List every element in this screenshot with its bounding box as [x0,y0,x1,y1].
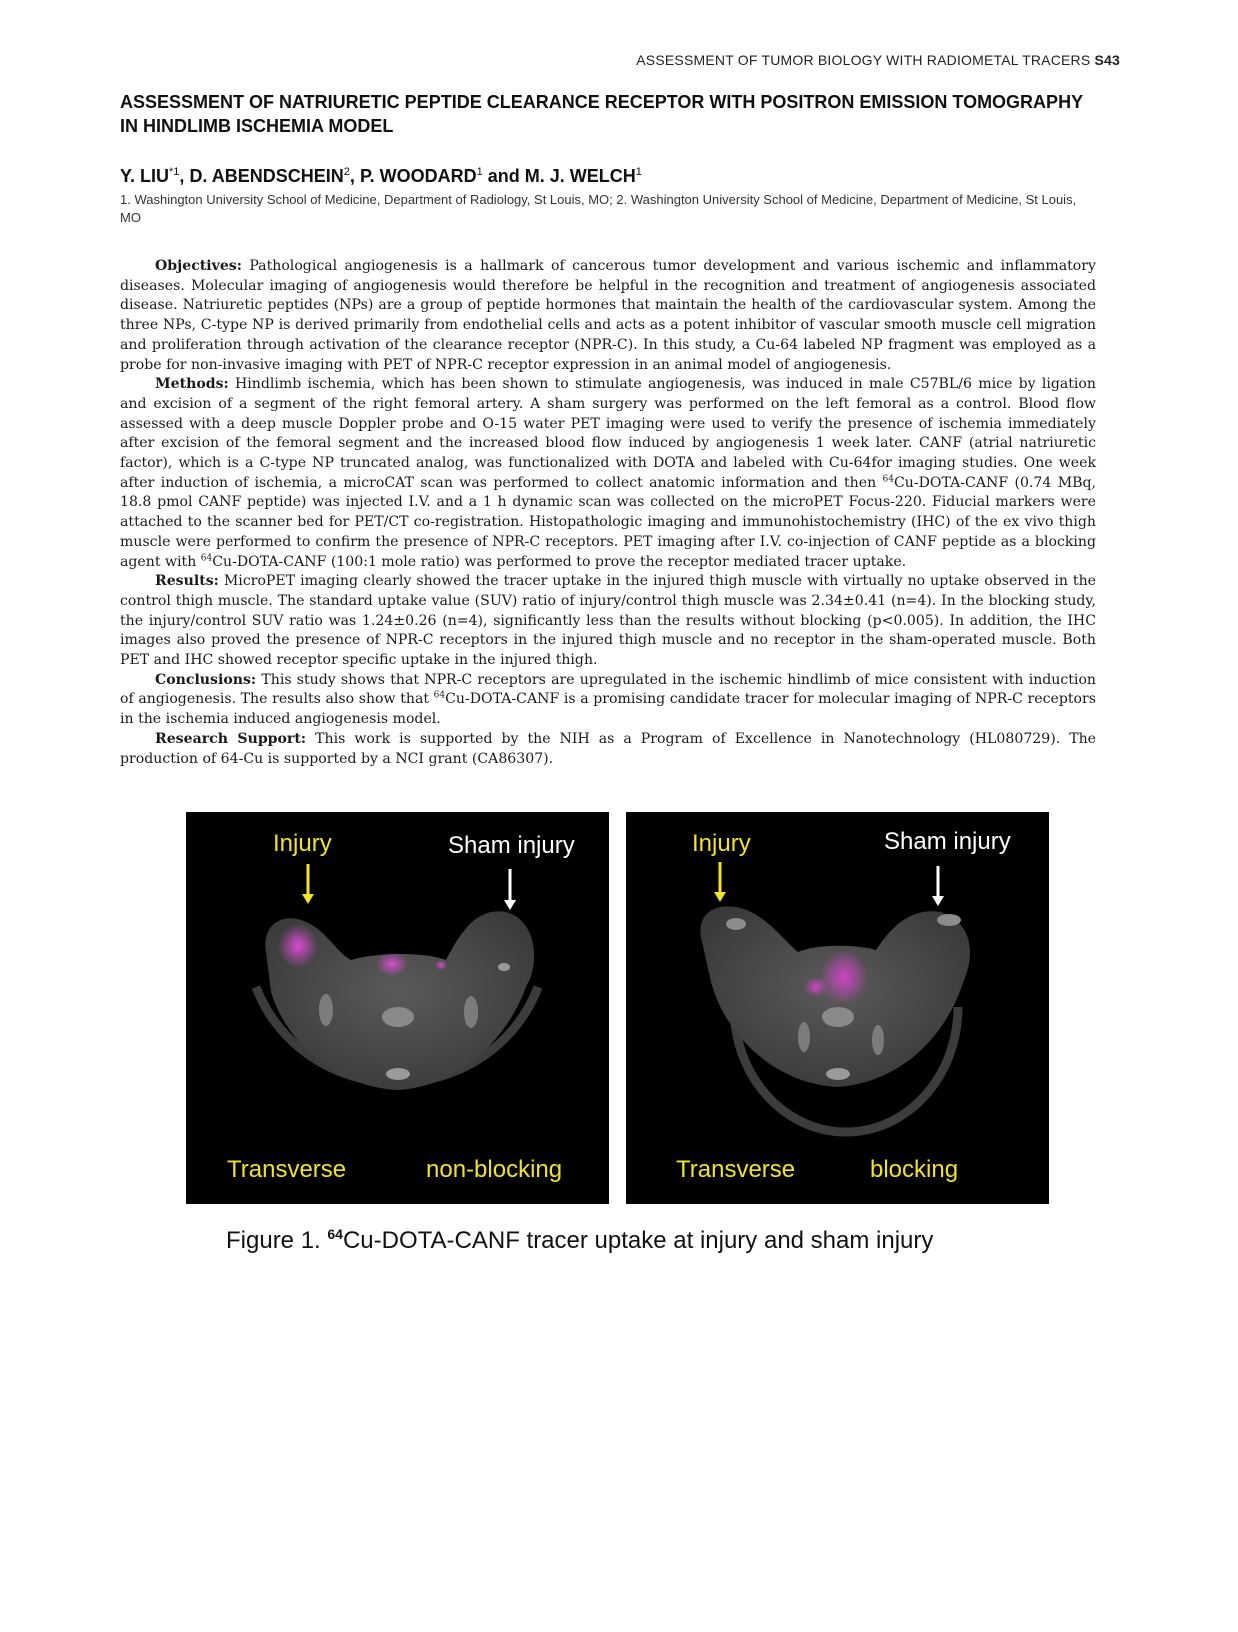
article-title: ASSESSMENT OF NATRIURETIC PEPTIDE CLEARANCE RECEPTOR WITH POSITRON EMISSION TOMOGRAPHY IN HINDLIMB ISCHEMIA MODEL [120,92,1083,136]
isotope-sup: 64 [200,552,213,563]
spine-bone [382,1007,414,1027]
objectives-label: Objectives: [155,258,242,274]
femur-bone [798,1022,810,1052]
author-list [120,166,1100,187]
condition-label: non-blocking [426,1156,563,1183]
ct-pet-image-blocking [626,812,1049,1204]
support-label: Research Support: [155,730,307,747]
running-head [118,52,1120,68]
results-paragraph [120,572,1096,671]
isotope-sup: 64 [433,690,446,701]
isotope-sup: 64 [882,474,894,485]
affiliations: 1. Washington University School of Medicine, Department of Radiology, St Louis, MO; 2. Washington University School of Medicine, Department of Medicine, St Louis, MO [120,192,1077,225]
methods-text: Cu-DOTA-CANF (0.74 MBq, 18.8 pmol CANF peptide) was injected I.V. and a 1 h dynamic scan was collected on the microPET Focus-220. Fiducial markers were attached to the scanner bed for PET/CT co-registration. Histopathologic imaging and immunohistochemistry (IHC) of the ex vivo thigh muscle were performed to confirm the presence of NPR-C receptors. PET imaging after I.V. co-injection of CANF peptide as a blocking agent with [120,474,1096,570]
injury-arrowhead-icon [714,892,726,902]
author-name: M. J. WELCH [524,166,636,186]
femur-bone [319,994,333,1026]
injury-arrowhead-icon [302,894,314,904]
author-and: and [482,166,525,186]
condition-label: blocking [870,1156,959,1183]
results-label: Results: [155,573,219,590]
sham-injury-label: Sham injury [448,832,575,859]
injury-label: Injury [273,830,332,857]
view-label: Transverse [227,1156,347,1183]
tracer-uptake-center [376,952,408,976]
tracer-uptake-minor [804,977,828,997]
results-text: MicroPET imaging clearly showed the tracer uptake in the injured thigh muscle with virtually no uptake observed in the control thigh muscle. The standard uptake value (SUV) ratio of injury/control thigh muscle was 2.34±0.41 (n=4). In the blocking study, the injury/control SUV ratio was 1.24±0.26 (n=4), significantly less than the results without blocking (p<0.005). In addition, the IHC images also proved the presence of NPR-C receptors in the injured thigh muscle and no receptor in the sham-operated muscle. Both PET and IHC showed receptor specific uptake in the injured thigh. [120,573,1096,669]
author-separator: , [179,166,190,186]
tracer-uptake-injury [278,924,318,968]
conclusions-paragraph [120,671,1096,730]
bone [826,1068,850,1080]
methods-text: Hindlimb ischemia, which has been shown to stimulate angiogenesis, was induced in male C57BL/6 mice by ligation and excision of a segment of the right femoral artery. A sham surgery was performed on the left femoral as a control. Blood flow assessed with a deep muscle Doppler probe and O-15 water PET imaging were used to verify the presence of ischemia immediately after excision of the femoral segment and the increased blood flow induced by angiogenesis 1 week later. CANF (atrial natriuretic factor), which is a C-type NP truncated analog, was functionalized with DOTA and labeled with Cu-64for imaging studies. One week after induction of ischemia, a microCAT scan was performed to collect anatomic information and then [120,376,1096,491]
running-title: ASSESSMENT OF TUMOR BIOLOGY WITH RADIOMETAL TRACERS [636,52,1091,68]
abstract-body [120,257,1096,769]
conclusions-text: This study shows that NPR-C receptors are upregulated in the ischemic hindlimb of mice consistent with induction of angiogenesis. The results also show that [120,671,1097,708]
objectives-text: Pathological angiogenesis is a hallmark of cancerous tumor development and various ischemic and inflammatory diseases. Molecular imaging of angiogenesis would therefore be helpful in the recognition and treatment of angiogenesis associated disease. Natriuretic peptides (NPs) are a group of peptide hormones that maintain the health of the cardiovascular system. Among the three NPs, C-type NP is derived primarily from endothelial cells and acts as a potent inhibitor of vascular smooth muscle cell migration and proliferation through activation of the clearance receptor (NPR-C). In this study, a Cu-64 labeled NP fragment was employed as a probe for non-invasive imaging with PET of NPR-C receptor expression in an animal model of angiogenesis. [120,258,1096,373]
caption-text: Cu-DOTA-CANF tracer uptake at injury and sham injury [342,1227,934,1254]
femur-bone [464,996,478,1028]
bone [386,1068,410,1080]
conclusions-text: Cu-DOTA-CANF is a promising candidate tracer for molecular imaging of NPR-C receptors in the ischemia induced angiogenesis model. [120,691,1096,728]
bone [937,914,961,926]
author-sup: 1 [635,166,642,178]
author-name: P. WOODARD [359,166,477,186]
author-name: D. ABENDSCHEIN [189,166,344,186]
caption-prefix: Figure 1. [226,1227,328,1254]
methods-label: Methods: [155,376,229,393]
author-name: Y. LIU [120,166,170,186]
objectives-paragraph [120,257,1096,375]
tracer-uptake-center [820,949,868,1005]
methods-text: Cu-DOTA-CANF (100:1 mole ratio) was performed to prove the receptor mediated tracer uptake. [212,553,907,570]
page-number: S43 [1094,52,1120,68]
figure-panel-blocking [626,812,1049,1204]
conclusions-label: Conclusions: [155,671,257,688]
sham-arrowhead-icon [504,900,516,910]
bone [498,963,510,971]
tracer-uptake-minor [435,960,447,970]
bone [726,918,746,930]
injury-label: Injury [692,830,751,857]
support-text: This work is supported by the NIH as a Program of Excellence in Nanotechnology (HL080729). The production of 64-Cu is supported by a NCI grant (CA86307). [120,730,1097,767]
methods-paragraph [120,375,1096,572]
figure-caption [226,1226,1026,1255]
spine-bone [822,1007,854,1027]
sham-arrowhead-icon [932,896,944,906]
author-sup: 2 [343,166,350,178]
femur-bone [872,1025,884,1055]
view-label: Transverse [676,1156,796,1183]
caption-isotope-sup: 64 [327,1226,343,1242]
ct-pet-image-non-blocking [186,812,609,1204]
author-separator: , [349,166,360,186]
support-paragraph [120,730,1096,769]
figure-panel-non-blocking [186,812,609,1204]
author-sup: 1 [476,166,483,178]
author-sup: *1 [169,166,180,178]
sham-injury-label: Sham injury [884,828,1011,855]
